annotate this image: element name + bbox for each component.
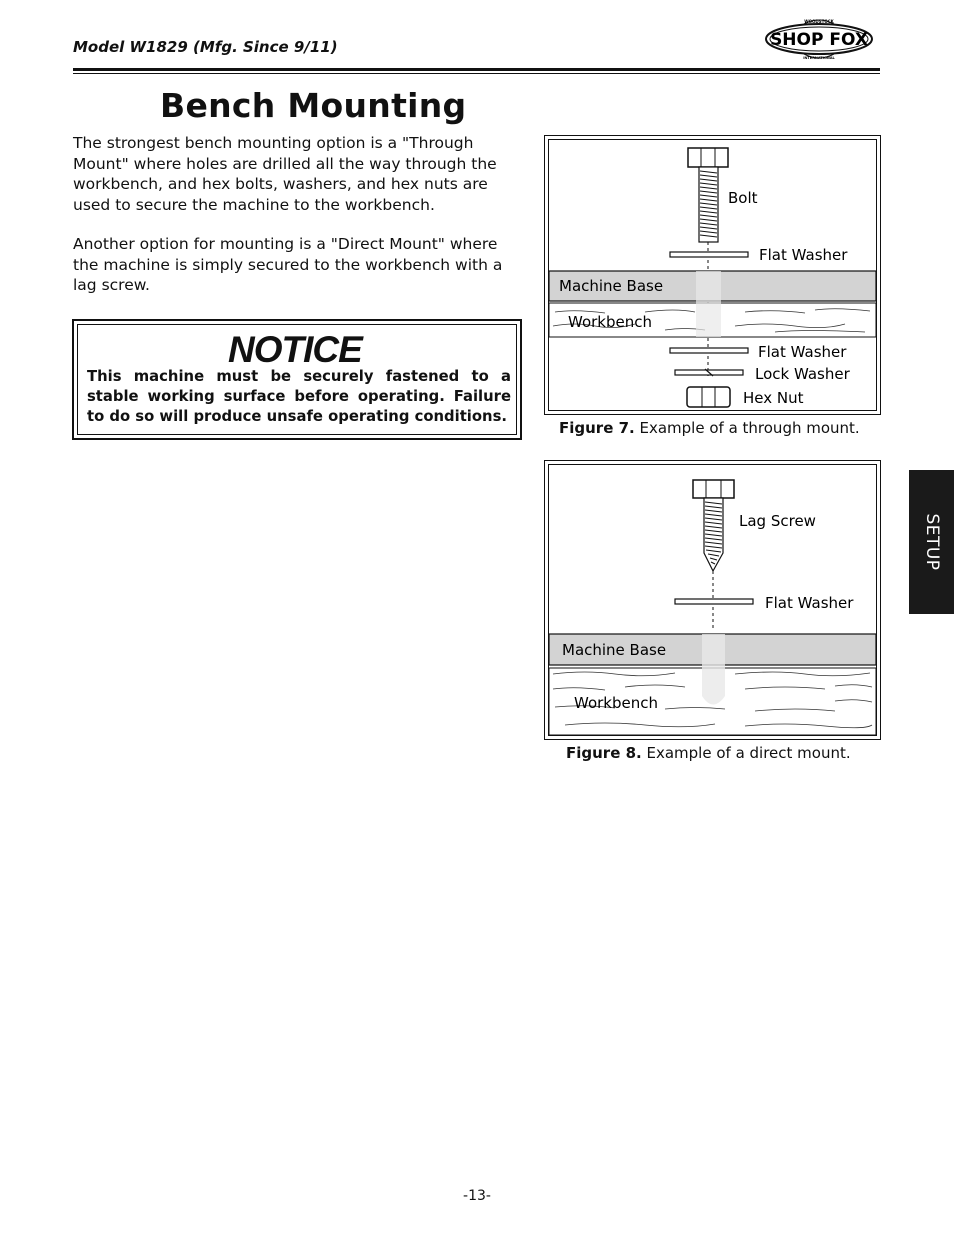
lock-washer-icon	[675, 369, 743, 376]
label-hex-nut: Hex Nut	[743, 389, 804, 407]
figure-7-caption-text: Example of a through mount.	[634, 419, 860, 437]
figure-8-caption-label: Figure 8.	[566, 744, 642, 762]
label-machine-base: Machine Base	[562, 641, 667, 659]
page-title: Bench Mounting	[160, 86, 467, 125]
label-flat-washer-top: Flat Washer	[759, 246, 848, 264]
figure-8-caption-text: Example of a direct mount.	[641, 744, 851, 762]
notice-box	[72, 319, 522, 440]
label-flat-washer-bottom: Flat Washer	[758, 343, 847, 361]
figure-7-caption	[559, 419, 860, 437]
bolt-hole	[696, 271, 721, 337]
figure-7-caption-label: Figure 7.	[559, 419, 635, 437]
label-lock-washer: Lock Washer	[755, 365, 850, 383]
flat-washer-icon	[675, 599, 753, 604]
notice-title: NOTICE	[228, 329, 362, 370]
logo-bottom-text: INTERNATIONAL	[803, 56, 835, 60]
lag-screw-icon	[693, 480, 734, 631]
section-tab-setup[interactable]	[909, 470, 954, 614]
screw-hole	[702, 634, 725, 705]
page-number: -13-	[463, 1188, 491, 1204]
paragraph-through-mount: The strongest bench mounting option is a "Through Mount" where holes are drilled all the way through the workbench, and hex bolts, washers, and hex nuts are used to secure the machine to the workbench.	[73, 134, 497, 214]
header-rule-thin	[73, 73, 880, 74]
hex-nut-icon	[687, 387, 730, 407]
header-rule	[73, 68, 880, 71]
header-model: Model W1829 (Mfg. Since 9/11)	[73, 38, 338, 56]
flat-washer-top-icon	[670, 252, 748, 257]
section-tab-label: SETUP	[921, 513, 942, 571]
logo-text: SHOP FOX	[770, 30, 868, 50]
label-bolt: Bolt	[728, 189, 758, 207]
figure-8	[544, 460, 881, 740]
bolt-icon	[688, 148, 728, 376]
label-flat-washer: Flat Washer	[765, 594, 854, 612]
notice-text: This machine must be securely fastened to a stable working surface before operating. Failure to do so will produce unsafe operating conditions.	[87, 368, 511, 425]
flat-washer-bottom-icon	[670, 348, 748, 353]
shop-fox-logo	[764, 14, 874, 64]
label-machine-base: Machine Base	[559, 277, 664, 295]
figure-7	[544, 135, 881, 415]
label-workbench: Workbench	[574, 694, 658, 712]
logo-top-text: WOODSTOCK	[804, 19, 834, 24]
paragraph-direct-mount: Another option for mounting is a "Direct Mount" where the machine is simply secured to the workbench with a lag screw.	[73, 235, 503, 294]
figure-8-caption	[566, 744, 851, 762]
label-workbench: Workbench	[568, 313, 652, 331]
label-lag-screw: Lag Screw	[739, 512, 816, 530]
